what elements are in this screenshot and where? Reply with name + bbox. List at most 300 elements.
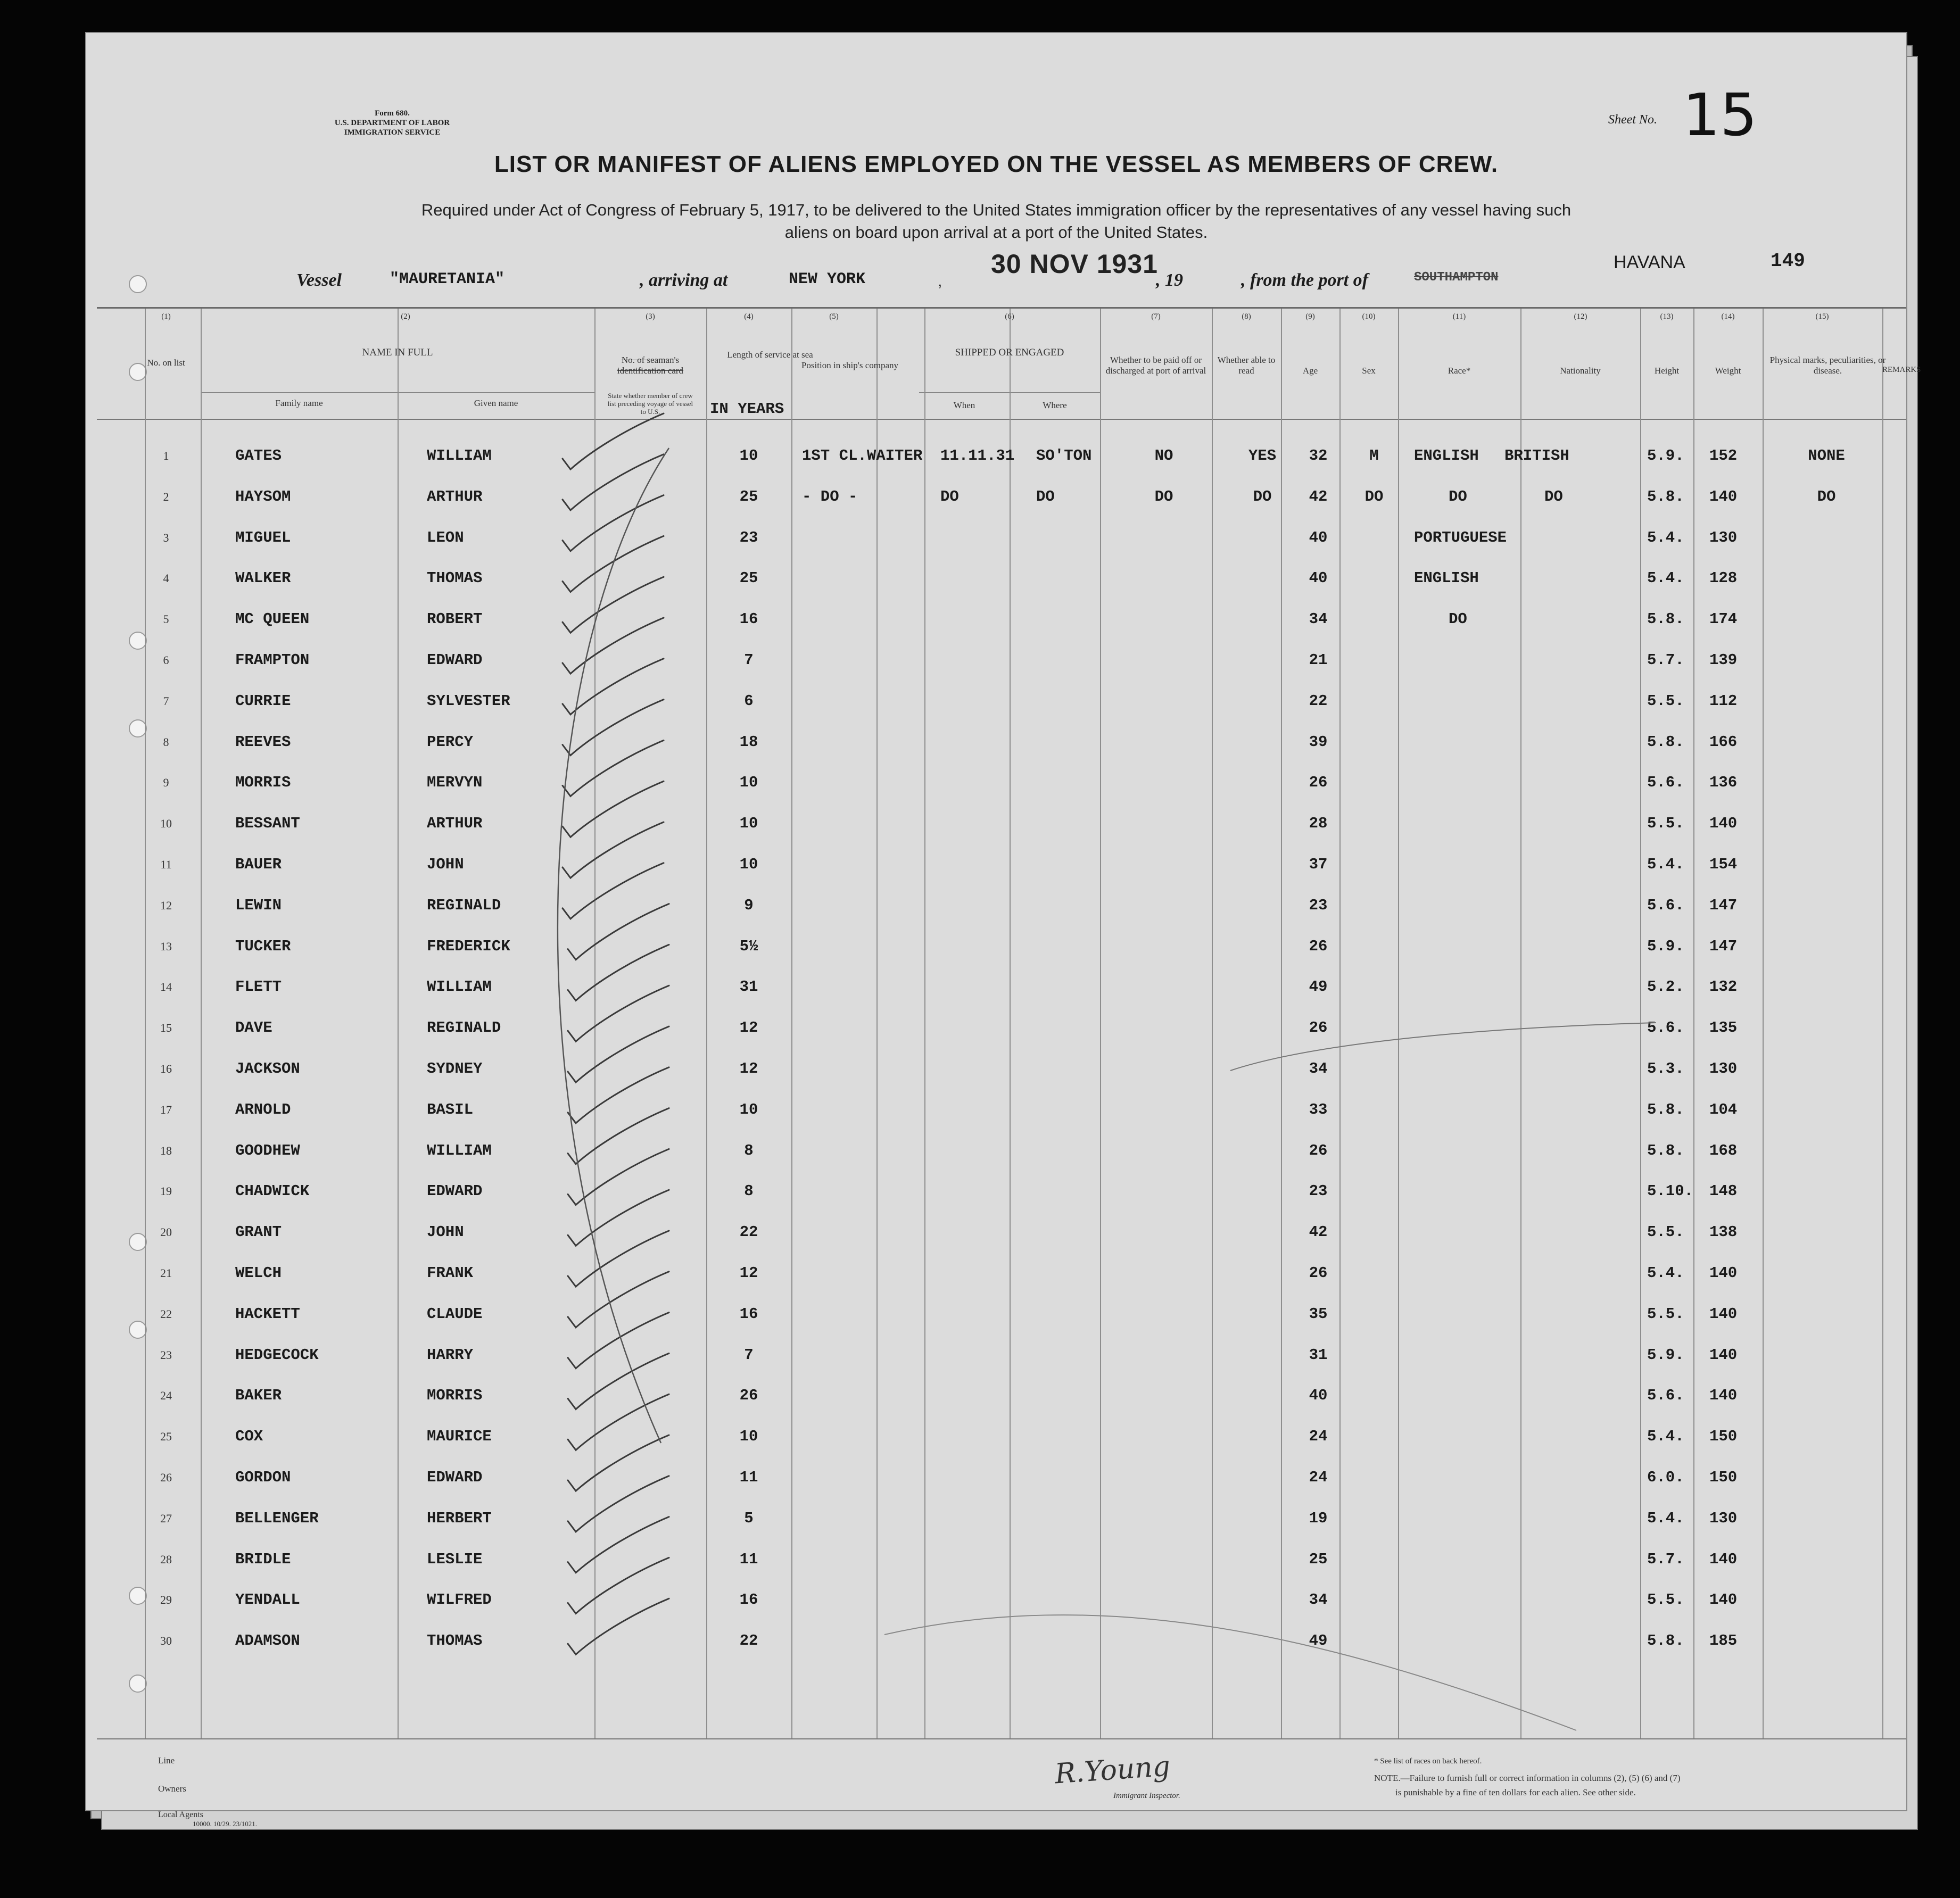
header-physical: Physical marks, peculiarities, or disease. — [1769, 355, 1886, 376]
row-number: 1 — [163, 449, 169, 462]
row-number: 17 — [160, 1103, 172, 1116]
year-label: , 19 — [1156, 270, 1183, 290]
header-family-name: Family name — [275, 398, 323, 408]
cell-age: 28 — [1309, 815, 1328, 833]
header-weight: Weight — [1715, 366, 1741, 376]
row-number: 30 — [160, 1634, 172, 1648]
cell-years: 18 — [739, 733, 758, 751]
cell-age: 23 — [1309, 896, 1328, 914]
cell-years: 25 — [739, 569, 758, 587]
cell-family: DAVE — [235, 1019, 272, 1037]
cell-weight: 174 — [1709, 610, 1738, 628]
cell-given: FREDERICK — [427, 937, 510, 955]
row-number: 9 — [163, 776, 169, 790]
cell-years: 31 — [739, 978, 758, 996]
header-when: When — [953, 400, 975, 410]
row-number: 3 — [163, 531, 169, 544]
column-number: (11) — [1452, 312, 1466, 321]
column-number: (13) — [1660, 312, 1674, 321]
cell-height: 5.4. — [1647, 1509, 1684, 1527]
header-where: Where — [1043, 400, 1067, 410]
cell-family: HAYSOM — [235, 487, 291, 505]
cell-years: 25 — [739, 487, 758, 505]
cell-weight: 140 — [1709, 1591, 1738, 1609]
footer-line: Line — [158, 1755, 175, 1766]
cell-family: CURRIE — [235, 692, 291, 710]
header-nationality: Nationality — [1560, 366, 1601, 376]
cell-given: EDWARD — [427, 1469, 483, 1486]
cell-height: 5.4. — [1647, 569, 1684, 587]
cell-height: 5.5. — [1647, 1305, 1684, 1323]
cell-weight: 147 — [1709, 937, 1738, 955]
cell-years: 10 — [739, 774, 758, 792]
cell-years: 11 — [739, 1550, 758, 1568]
cell-weight: 166 — [1709, 733, 1738, 751]
cell-height: 5.6. — [1647, 1387, 1684, 1405]
column-number: (9) — [1305, 312, 1315, 321]
cell-age: 26 — [1309, 937, 1328, 955]
cell-age: 26 — [1309, 1141, 1328, 1159]
cell-family: JACKSON — [235, 1060, 300, 1078]
cell-years: 5½ — [739, 937, 758, 955]
column-number: (5) — [829, 312, 839, 321]
cell-weight: 140 — [1709, 1264, 1738, 1282]
cell-age: 26 — [1309, 1264, 1328, 1282]
cell-height: 5.8. — [1647, 733, 1684, 751]
cell-height: 5.9. — [1647, 1346, 1684, 1364]
footer-note-1: NOTE.—Failure to furnish full or correct information in columns (2), (5) (6) and (7) — [1374, 1773, 1681, 1783]
header-able-read: Whether able to read — [1217, 355, 1276, 376]
cell-family: BRIDLE — [235, 1550, 291, 1568]
cell-family: LEWIN — [235, 896, 282, 914]
cell-years: 10 — [739, 856, 758, 873]
cell-given: WILLIAM — [427, 978, 492, 996]
cell-given: LESLIE — [427, 1550, 483, 1568]
cell-age: 26 — [1309, 1019, 1328, 1037]
row-number: 4 — [163, 571, 169, 585]
page-number: 149 — [1771, 250, 1805, 272]
cell-family: GATES — [235, 447, 282, 465]
cell-given: PERCY — [427, 733, 474, 751]
date-stamp: 30 NOV 1931 — [991, 249, 1158, 279]
cell-given: JOHN — [427, 1223, 464, 1241]
cell-years: 12 — [739, 1019, 758, 1037]
cell-given: SYDNEY — [427, 1060, 483, 1078]
cell-age: 40 — [1309, 528, 1328, 546]
cell-age: 34 — [1309, 1060, 1328, 1078]
cell-age: 25 — [1309, 1550, 1328, 1568]
cell-years: 26 — [739, 1387, 758, 1405]
inspector-signature: R.Young — [1054, 1750, 1171, 1791]
comma: , — [938, 272, 942, 290]
cell-height: 5.4. — [1647, 856, 1684, 873]
cell-weight: 148 — [1709, 1182, 1738, 1200]
subtitle-line-1: Required under Act of Congress of February 5, 1917, to be delivered to the United States immigration officer by the representatives of any vessel having such — [421, 201, 1572, 219]
cell-weight: 140 — [1709, 1305, 1738, 1323]
cell-given: THOMAS — [427, 1632, 483, 1650]
cell-weight: 128 — [1709, 569, 1738, 587]
cell-height: 5.8. — [1647, 1100, 1684, 1118]
cell-age: 24 — [1309, 1428, 1328, 1446]
header-length-service: Length of service at sea — [727, 350, 813, 360]
cell-years: 9 — [744, 896, 754, 914]
cell-weight: 185 — [1709, 1632, 1738, 1650]
cell-height: 5.5. — [1647, 815, 1684, 833]
cell-height: 5.9. — [1647, 937, 1684, 955]
cell-when: 11.11.31 — [940, 447, 1015, 465]
department: U.S. DEPARTMENT OF LABOR — [334, 119, 450, 127]
cell-years: 6 — [744, 692, 754, 710]
cell-given: BASIL — [427, 1100, 474, 1118]
cell-family: GOODHEW — [235, 1141, 300, 1159]
cell-height: 5.7. — [1647, 651, 1684, 669]
cell-years: 22 — [739, 1223, 758, 1241]
row-number: 24 — [160, 1389, 172, 1403]
header-height: Height — [1654, 366, 1680, 376]
cell-years: 12 — [739, 1060, 758, 1078]
row-number: 10 — [160, 817, 172, 831]
footer-local-agents: Local Agents — [158, 1810, 203, 1819]
cell-given: SYLVESTER — [427, 692, 510, 710]
header-age: Age — [1302, 366, 1318, 376]
cell-given: ARTHUR — [427, 815, 483, 833]
cell-age: 32 — [1309, 447, 1328, 465]
column-number: (15) — [1815, 312, 1829, 321]
footer-owners: Owners — [158, 1784, 186, 1794]
row-number: 2 — [163, 490, 169, 503]
cell-weight: 112 — [1709, 692, 1738, 710]
cell-weight: 104 — [1709, 1100, 1738, 1118]
cell-weight: 139 — [1709, 651, 1738, 669]
cell-family: GRANT — [235, 1223, 282, 1241]
row-number: 7 — [163, 694, 169, 708]
cell-age: 40 — [1309, 1387, 1328, 1405]
cell-height: 5.6. — [1647, 896, 1684, 914]
cell-given: REGINALD — [427, 1019, 501, 1037]
column-number: (10) — [1362, 312, 1376, 321]
cell-age: 49 — [1309, 1632, 1328, 1650]
cell-given: EDWARD — [427, 1182, 483, 1200]
cell-weight: 140 — [1709, 1346, 1738, 1364]
column-number: (7) — [1151, 312, 1161, 321]
cell-weight: 138 — [1709, 1223, 1738, 1241]
cell-years: 8 — [744, 1182, 754, 1200]
cell-years: 10 — [739, 447, 758, 465]
row-number: 11 — [160, 858, 172, 871]
cell-age: 42 — [1309, 487, 1328, 505]
cell-age: 40 — [1309, 569, 1328, 587]
pencil-arc — [558, 448, 669, 1443]
cell-age: 34 — [1309, 610, 1328, 628]
header-shipped: SHIPPED OR ENGAGED — [955, 347, 1064, 358]
cell-years: 10 — [739, 815, 758, 833]
header-no-on-list: No. on list — [147, 358, 185, 368]
row-number: 23 — [160, 1348, 172, 1362]
cell-given: THOMAS — [427, 569, 483, 587]
row-number: 6 — [163, 653, 169, 667]
from-port: HAVANA — [1614, 252, 1685, 272]
cell-age: 23 — [1309, 1182, 1328, 1200]
cell-height: 5.3. — [1647, 1060, 1684, 1078]
row-number: 18 — [160, 1143, 172, 1157]
cell-read: YES — [1248, 447, 1277, 465]
cell-weight: 168 — [1709, 1141, 1738, 1159]
cell-height: 5.5. — [1647, 1591, 1684, 1609]
cell-weight: 150 — [1709, 1469, 1738, 1486]
cell-age: 24 — [1309, 1469, 1328, 1486]
cell-given: MERVYN — [427, 774, 483, 792]
cell-nat: BRITISH — [1504, 447, 1569, 465]
cell-family: GORDON — [235, 1469, 291, 1486]
cell-weight: 150 — [1709, 1428, 1738, 1446]
cell-weight: 140 — [1709, 815, 1738, 833]
arriving-label: , arriving at — [640, 270, 728, 290]
cell-given: JOHN — [427, 856, 464, 873]
cell-given: LEON — [427, 528, 464, 546]
row-number: 26 — [160, 1471, 172, 1484]
cell-weight: 140 — [1709, 487, 1738, 505]
cell-weight: 140 — [1709, 1550, 1738, 1568]
manifest-page — [85, 32, 1921, 1828]
cell-given: WILLIAM — [427, 1141, 492, 1159]
header-seaman-card: No. of seaman's identification card — [617, 355, 684, 376]
cell-given: MORRIS — [427, 1387, 483, 1405]
cell-family: WALKER — [235, 569, 291, 587]
header-sex: Sex — [1362, 366, 1376, 376]
cell-weight: 130 — [1709, 1509, 1738, 1527]
cell-given: WILLIAM — [427, 447, 492, 465]
cell-family: BESSANT — [235, 815, 300, 833]
row-number: 20 — [160, 1225, 172, 1239]
cell-height: 5.8. — [1647, 487, 1684, 505]
cell-family: ADAMSON — [235, 1632, 300, 1650]
cell-weight: 135 — [1709, 1019, 1738, 1037]
cell-age: 49 — [1309, 978, 1328, 996]
cell-age: 35 — [1309, 1305, 1328, 1323]
cell-height: 5.4. — [1647, 528, 1684, 546]
header-given-name: Given name — [474, 398, 518, 408]
column-number: (3) — [646, 312, 655, 321]
cell-family: ARNOLD — [235, 1100, 291, 1118]
cell-sex: M — [1369, 447, 1379, 465]
row-number: 15 — [160, 1021, 172, 1035]
cell-nat: DO — [1544, 487, 1563, 505]
cell-family: YENDALL — [235, 1591, 300, 1609]
column-number: (12) — [1574, 312, 1587, 321]
cell-weight: 140 — [1709, 1387, 1738, 1405]
cell-height: 5.8. — [1647, 1141, 1684, 1159]
cell-height: 5.5. — [1647, 1223, 1684, 1241]
cell-weight: 147 — [1709, 896, 1738, 914]
cell-race: DO — [1449, 487, 1467, 505]
cell-read: DO — [1253, 487, 1272, 505]
cell-height: 5.8. — [1647, 610, 1684, 628]
cell-family: WELCH — [235, 1264, 282, 1282]
pencil-stroke — [884, 1615, 1576, 1730]
cell-years: 8 — [744, 1141, 754, 1159]
row-number: 25 — [160, 1430, 172, 1444]
footer-races-note: * See list of races on back hereof. — [1374, 1757, 1482, 1766]
cell-years: 10 — [739, 1428, 758, 1446]
cell-years: 11 — [739, 1469, 758, 1486]
cell-given: CLAUDE — [427, 1305, 483, 1323]
cell-years: 16 — [739, 1591, 758, 1609]
cell-family: MC QUEEN — [235, 610, 310, 628]
cell-height: 5.4. — [1647, 1264, 1684, 1282]
cell-family: HEDGECOCK — [235, 1346, 319, 1364]
cell-given: MAURICE — [427, 1428, 492, 1446]
cell-when: DO — [940, 487, 959, 505]
cell-age: 42 — [1309, 1223, 1328, 1241]
row-number: 19 — [160, 1184, 172, 1198]
pencil-marks — [86, 33, 1906, 1810]
cell-age: 22 — [1309, 692, 1328, 710]
cell-where: SO'TON — [1036, 447, 1092, 465]
cell-age: 39 — [1309, 733, 1328, 751]
cell-age: 37 — [1309, 856, 1328, 873]
cell-given: HERBERT — [427, 1509, 492, 1527]
sheet-number: 15 — [1683, 81, 1757, 149]
cell-sex: DO — [1364, 487, 1384, 505]
subtitle-line-2: aliens on board upon arrival at a port of the United States. — [784, 222, 1208, 242]
check-marks — [563, 413, 669, 1654]
pencil-stroke — [1230, 1023, 1656, 1071]
cell-given: HARRY — [427, 1346, 474, 1364]
column-number: (4) — [744, 312, 754, 321]
cell-marks: DO — [1817, 487, 1836, 505]
cell-weight: 154 — [1709, 856, 1738, 873]
cell-marks: NONE — [1808, 447, 1845, 465]
cell-age: 33 — [1309, 1100, 1328, 1118]
cell-given: EDWARD — [427, 651, 483, 669]
header-race: Race* — [1448, 366, 1471, 376]
cell-family: BAKER — [235, 1387, 282, 1405]
arriving-port: NEW YORK — [789, 270, 866, 288]
cell-family: REEVES — [235, 733, 291, 751]
from-label: , from the port of — [1241, 270, 1368, 290]
vessel-name: "MAURETANIA" — [390, 270, 505, 288]
cell-years: 16 — [739, 1305, 758, 1323]
footer-inspector: Immigrant Inspector. — [1113, 1792, 1180, 1800]
cell-years: 16 — [739, 610, 758, 628]
cell-where: DO — [1036, 487, 1055, 505]
column-number: (2) — [401, 312, 410, 321]
cell-age: 34 — [1309, 1591, 1328, 1609]
cell-age: 26 — [1309, 774, 1328, 792]
cell-years: 22 — [739, 1632, 758, 1650]
row-number: 14 — [160, 980, 172, 994]
cell-position: 1ST CL.WAITER — [802, 447, 923, 465]
cell-given: REGINALD — [427, 896, 501, 914]
row-number: 16 — [160, 1062, 172, 1075]
cell-height: 5.8. — [1647, 1632, 1684, 1650]
footer-print-code: 10000. 10/29. 23/1021. — [193, 1820, 257, 1828]
cell-family: CHADWICK — [235, 1182, 310, 1200]
row-number: 21 — [160, 1266, 172, 1280]
row-number: 5 — [163, 612, 169, 626]
row-number: 12 — [160, 898, 172, 912]
cell-race: ENGLISH — [1414, 447, 1479, 465]
cell-family: HACKETT — [235, 1305, 300, 1323]
from-port-struck: SOUTHAMPTON — [1414, 270, 1499, 285]
cell-family: FLETT — [235, 978, 282, 996]
cell-height: 5.5. — [1647, 692, 1684, 710]
row-number: 22 — [160, 1307, 172, 1321]
header-paid-off: Whether to be paid off or discharged at port of arrival — [1105, 355, 1206, 376]
footer-note-2: is punishable by a fine of ten dollars for each alien. See other side. — [1395, 1787, 1636, 1797]
cell-given: FRANK — [427, 1264, 474, 1282]
cell-years: 7 — [744, 651, 754, 669]
cell-height: 5.9. — [1647, 447, 1684, 465]
row-number: 8 — [163, 735, 169, 749]
header-name-in-full: NAME IN FULL — [362, 347, 433, 358]
header-remarks: REMARKS — [1882, 366, 1921, 374]
cell-given: ARTHUR — [427, 487, 483, 505]
vessel-label: Vessel — [296, 270, 342, 290]
column-number: (6) — [1005, 312, 1014, 321]
cell-family: BELLENGER — [235, 1509, 319, 1527]
cell-years: 12 — [739, 1264, 758, 1282]
cell-years: 23 — [739, 528, 758, 546]
cell-weight: 132 — [1709, 978, 1738, 996]
column-number: (1) — [161, 312, 171, 321]
cell-paid: NO — [1154, 447, 1173, 465]
row-number: 29 — [160, 1593, 172, 1607]
cell-weight: 152 — [1709, 447, 1738, 465]
form-number: Form 680. — [375, 109, 410, 118]
cell-age: 31 — [1309, 1346, 1328, 1364]
cell-height: 5.10. — [1647, 1182, 1694, 1200]
cell-weight: 130 — [1709, 528, 1738, 546]
cell-race: PORTUGUESE — [1414, 528, 1507, 546]
cell-height: 5.6. — [1647, 1019, 1684, 1037]
cell-height: 5.7. — [1647, 1550, 1684, 1568]
service: IMMIGRATION SERVICE — [344, 128, 441, 137]
cell-family: COX — [235, 1428, 263, 1446]
cell-years: 7 — [744, 1346, 754, 1364]
page-title: LIST OR MANIFEST OF ALIENS EMPLOYED ON THE VESSEL AS MEMBERS OF CREW. — [494, 151, 1499, 177]
row-number: 13 — [160, 939, 172, 953]
column-number: (14) — [1721, 312, 1735, 321]
cell-age: 21 — [1309, 651, 1328, 669]
cell-race: ENGLISH — [1414, 569, 1479, 587]
cell-height: 5.6. — [1647, 774, 1684, 792]
cell-height: 6.0. — [1647, 1469, 1684, 1486]
cell-family: TUCKER — [235, 937, 291, 955]
cell-position: - DO - — [802, 487, 858, 505]
cell-height: 5.4. — [1647, 1428, 1684, 1446]
column-number: (8) — [1242, 312, 1251, 321]
cell-height: 5.2. — [1647, 978, 1684, 996]
cell-given: ROBERT — [427, 610, 483, 628]
cell-family: MIGUEL — [235, 528, 291, 546]
cell-given: WILFRED — [427, 1591, 492, 1609]
row-number: 27 — [160, 1511, 172, 1525]
sheet-label: Sheet No. — [1608, 113, 1657, 127]
cell-family: MORRIS — [235, 774, 291, 792]
cell-paid: DO — [1154, 487, 1173, 505]
cell-age: 19 — [1309, 1509, 1328, 1527]
cell-years: 10 — [739, 1100, 758, 1118]
cell-family: BAUER — [235, 856, 282, 873]
header-in-years: IN YEARS — [710, 400, 784, 418]
cell-years: 5 — [744, 1509, 754, 1527]
cell-weight: 130 — [1709, 1060, 1738, 1078]
header-position: Position in ship's company — [801, 360, 899, 370]
header-seaman-note: State whether member of crew list preceding voyage of vessel to U.S. — [607, 392, 693, 416]
cell-family: FRAMPTON — [235, 651, 310, 669]
row-number: 28 — [160, 1552, 172, 1566]
